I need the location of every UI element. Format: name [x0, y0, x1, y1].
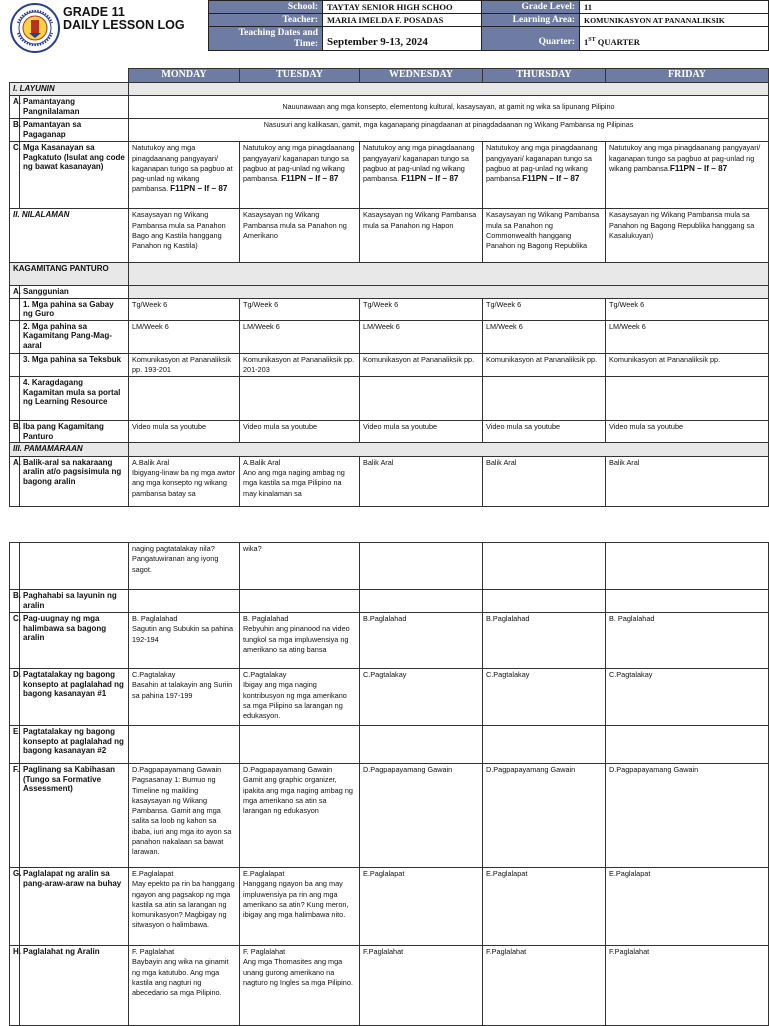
paglinang-label: Paglinang sa Kabihasan (Tungo sa Formative Assessment): [20, 764, 129, 868]
balik-aral-label: Balik-aral sa nakaraang aralin at/o pagsisimula ng bagong aralin: [20, 456, 129, 506]
paglalapat-label: Paglalapat ng aralin sa pang-araw-araw na buhay: [20, 868, 129, 946]
nilalaman-friday: Kasaysayan ng Wikang Pambansa mula sa Panahon ng Bagong Republika hanggang sa Kasalukuyan): [606, 209, 769, 263]
day-header-thursday: THURSDAY: [483, 69, 606, 83]
pamantayan-sa-pagaganap-label: Pamantayan sa Pagaganap: [20, 119, 129, 142]
grade-level-value: 11: [580, 1, 769, 14]
day-header-tuesday: TUESDAY: [240, 69, 360, 83]
pagtatalakay-1-label: Pagtatalakay ng bagong konsepto at paglalahad ng bagong kasanayan #1: [20, 669, 129, 726]
teacher-value: MARIA IMELDA F. POSADAS: [323, 14, 482, 27]
nilalaman-section-title: II. NILALAMAN: [10, 209, 129, 263]
day-header-friday: FRIDAY: [606, 69, 769, 83]
school-label: School:: [209, 1, 323, 14]
kasanayan-label: Mga Kasanayan sa Pagkatuto (Isulat ang code ng bawat kasanayan): [20, 142, 129, 209]
pamamaraan-section-title: III. PAMAMARAAN: [10, 443, 129, 456]
teacher-label: Teacher:: [209, 14, 323, 27]
paglalahat-label: Paglalahat ng Aralin: [20, 946, 129, 1026]
nilalaman-monday: Kasaysayan ng Wikang Pambansa mula sa Panahon Bago ang Kastila hanggang Panahon ng Kastila): [129, 209, 240, 263]
balik-aral-cont-tuesday: wika?: [240, 543, 360, 590]
pamantayan-sa-pagaganap-text: Nasusuri ang kalikasan, gamit, mga kaganapang pinagdaanan at pinagdadaanan ng Wikang Pambansa ng Pilipinas: [129, 119, 769, 142]
pagtatalakay-2-label: Pagtatalakay ng bagong konsepto at paglalahad ng bagong kasanayan #2: [20, 726, 129, 764]
paghahabi-label: Paghahabi sa layunin ng aralin: [20, 590, 129, 613]
balik-aral-tuesday: A.Balik Aral Ano ang mga naging ambag ng mga kastila sa mga Pilipino na may kinalaman sa: [240, 456, 360, 506]
kasanayan-wednesday: Natutukoy ang mga pinagdaanang pangyayari/ kaganapan tungo sa pagbuo at pag-unlad ng wikang pambansa. F11PN – If – 87: [360, 142, 483, 209]
day-header-wednesday: WEDNESDAY: [360, 69, 483, 83]
kagamitan-section-title: KAGAMITANG PANTURO: [10, 263, 129, 286]
iba-pang-kagamitan-label: Iba pang Kagamitang Panturo: [20, 421, 129, 443]
teksbuk-label: 3. Mga pahina sa Teksbuk: [20, 353, 129, 377]
nilalaman-tuesday: Kasaysayan ng Wikang Pambansa mula sa Panahon ng Amerikano: [240, 209, 360, 263]
balik-aral-wednesday: Balik Aral: [360, 456, 483, 506]
dates-value: September 9-13, 2024: [323, 27, 482, 51]
kagamitang-pang-mag-aaral-label: 2. Mga pahina sa Kagamitang Pang-Mag-aaral: [20, 320, 129, 353]
quarter-value: 1ST QUARTER: [580, 27, 769, 51]
kasanayan-thursday: Natutukoy ang mga pinagdaanang pangyayari/ kaganapan tungo sa pagbuo at pag-unlad ng wikang pambansa.F11PN – If – 87: [483, 142, 606, 209]
balik-aral-cont-monday: naging pagtatalakay nila? Pangatuwiranan ang iyong sagot.: [129, 543, 240, 590]
balik-aral-thursday: Balik Aral: [483, 456, 606, 506]
grade-title: GRADE 11: [63, 5, 125, 19]
deped-seal-icon: [10, 3, 60, 53]
kasanayan-monday: Natutukoy ang mga pinagdaanang pangyayari/ kaganapan tungo sa pagbuo at pag-unlad ng wikang pambansa. F11PN – If – 87: [129, 142, 240, 209]
lesson-log-table-page2: naging pagtatalakay nila? Pangatuwiranan ang iyong sagot. wika? B. Paghahabi sa layunin ng aralin C. Pag-uugnay ng mga halimbawa sa bagong aralin B. Paglalahad Sagutin ang Subukin sa pahina 192-194 B. Paglalahad Rebyuhin ang pinanood na video tungkol sa mga impluwensiya ng amerikano sa ating bansa B.Paglalahad B.Paglalahad B. Paglalahad D. Pagtatalakay ng bagong konsepto at paglalahad ng bagong kasanayan #1 C.Pagtalakay Basahin at talakayin ang Suriin sa pahina 197-199 C.Pagtalakay Ibigay ang mga naging kontribusyon ng mga amerikano sa mga Pilipino sa larangan ng edukasyon. C.Pagtalakay C.Pagtalakay C.Pagtalakay E. Pagtatalakay ng bagong konsepto at paglalahad ng bagong kasanayan #2 F. Paglinang sa Kabihasan (Tungo sa Formative Assessment) D.Pagpapayamang Gawain Pagsasanay 1: Bumuo ng Timeline ng maikling kasaysayan ng Wikang Pambansa. Gamit ang mga salita sa loob ng kahon sa ibaba, iuri ang mga ito ayon sa panahon nakalaan sa bawat larawan. D.Pagpapayamang Gawain Gamit ang graphic organizer, ipakita ang mga naging ambag ng mga amerikano sa atin sa larangan ng edukasyon D.Pagpapayamang Gawain D.Pagpapayamang Gawain D.Pagpapayamang Gawain G. Paglalapat ng aralin sa pang-araw-araw na buhay E.Paglalapat May epekto pa rin ba hanggang ngayon ang pagsakop ng mga kastila sa atin sa larangan ng komunikasyon? Magbigay ng sitwasyon o halimbawa. E.Paglalapat Hanggang ngayon ba ang may impluwensiya pa rin ang mga amerikano sa atin? Kung meron, ibigay ang mga halimbawa nito. E.Paglalapat E.Paglalapat E.Paglalapat H. Paglalahat ng Aralin F. Paglalahat Baybayin ang wika na ginamit ng mga katutubo. Ang mga kastila ang nagturi ng abecedario sa mga Pilipino. F. Paglalahat Ang mga Thomasites ang mga unang gurong amerikano na nagturo ng Ingles sa mga Pilipino. F.Paglalahat F.Paglalahat F.Paglalahat: [9, 542, 769, 1026]
layunin-section-title: I. LAYUNIN: [10, 83, 129, 96]
balik-aral-monday: A.Balik Aral Ibigyang-linaw ba ng mga awtor ang mga konsepto ng wikang pambansa batay sa: [129, 456, 240, 506]
gabay-ng-guro-label: 1. Mga pahina sa Gabay ng Guro: [20, 298, 129, 320]
school-value: TAYTAY SENIOR HIGH SCHOO: [323, 1, 482, 14]
nilalaman-wednesday: Kasaysayan ng Wikang Pambansa mula sa Panahon ng Hapon: [360, 209, 483, 263]
learning-area-label: Learning Area:: [482, 14, 580, 27]
kasanayan-tuesday: Natutukoy ang mga pinagdaanang pangyayari/ kaganapan tungo sa pagbuo at pag-unlad ng wikang pambansa. F11PN – If – 87: [240, 142, 360, 209]
document-brand: [63, 6, 185, 32]
quarter-label: Quarter:: [482, 27, 580, 51]
karagdagang-kagamitan-label: 4. Karagdagang Kagamitan mula sa portal ng Learning Resource: [20, 377, 129, 421]
pamantayang-pangnilalaman-text: Nauunawaan ang mga konsepto, elementong kultural, kasaysayan, at gamit ng wika sa lipunang Pilipino: [129, 96, 769, 119]
pag-uugnay-label: Pag-uugnay ng mga halimbawa sa bagong aralin: [20, 613, 129, 669]
day-header-monday: MONDAY: [129, 69, 240, 83]
learning-area-value: KOMUNIKASYON AT PANANALIKSIK: [580, 14, 769, 27]
balik-aral-friday: Balik Aral: [606, 456, 769, 506]
kasanayan-friday: Natutukoy ang mga pinagdaanang pangyayari/ kaganapan tungo sa pagbuo at pag-unlad ng wikang pambansa.F11PN – If – 87: [606, 142, 769, 209]
dll-title: DAILY LESSON LOG: [63, 18, 185, 32]
lesson-log-table-page1: MONDAY TUESDAY WEDNESDAY THURSDAY FRIDAY I. LAYUNIN A. Pamantayang Pangnilalaman Nauunawaan ang mga konsepto, elementong kultural, kasaysayan, at gamit ng wika sa lipunang Pilipino B. Pamantayan sa Pagaganap Nasusuri ang kalikasan, gamit, mga kaganapang pinagdaanan at pinagdadaanan ng Wikang Pambansa ng Pilipinas C. Mga Kasanayan sa Pagkatuto (Isulat ang code ng bawat kasanayan) Natutukoy ang mga pinagdaanang pangyayari/ kaganapan tungo sa pagbuo at pag-unlad ng wikang pambansa. F11PN – If – 87 Natutukoy ang mga pinagdaanang pangyayari/ kaganapan tungo sa pagbuo at pag-unlad ng wikang pambansa. F11PN – If – 87 Natutukoy ang mga pinagdaanang pangyayari/ kaganapan tungo sa pagbuo at pag-unlad ng wikang pambansa. F11PN – If – 87 Natutukoy ang mga pinagdaanang pangyayari/ kaganapan tungo sa pagbuo at pag-unlad ng wikang pambansa.F11PN – If – 87 Natutukoy ang mga pinagdaanang pangyayari/ kaganapan tungo sa pagbuo at pag-unlad ng wikang pambansa.F11PN – If – 87 II. NILALAMAN Kasaysayan ng Wikang Pambansa mula sa Panahon Bago ang Kastila hanggang Panahon ng Kastila) Kasaysayan ng Wikang Pambansa mula sa Panahon ng Amerikano Kasaysayan ng Wikang Pambansa mula sa Panahon ng Hapon Kasaysayan ng Wikang Pambansa mula sa Panahon ng Commonwealth hanggang Panahon ng Bagong Republika Kasaysayan ng Wikang Pambansa mula sa Panahon ng Bagong Republika hanggang sa Kasalukuyan) KAGAMITANG PANTURO A. Sanggunian 1. Mga pahina sa Gabay ng Guro Tg/Week 6 Tg/Week 6 Tg/Week 6 Tg/Week 6 Tg/Week 6 2. Mga pahina sa Kagamitang Pang-Mag-aaral LM/Week 6 LM/Week 6 LM/Week 6 LM/Week 6 LM/Week 6 3. Mga pahina sa Teksbuk Komunikasyon at Pananaliksik pp. 193-201 Komunikasyon at Pananaliksik pp. 201-203 Komunikasyon at Pananaliksik pp. Komunikasyon at Pananaliksik pp. Komunikasyon at Pananaliksik pp. 4. Karagdagang Kagamitan mula sa portal ng Learning Resource B. Iba pang Kagamitang Panturo Video mula sa youtube Video mula sa youtube Video mula sa youtube Video mula sa youtube Video mula sa youtube III. PAMAMARAAN A. Balik-aral sa nakaraang aralin at/o pagsisimula ng bagong aralin A.Balik Aral Ibigyang-linaw ba ng mga awtor ang mga konsepto ng wikang pambansa batay sa A.Balik Aral Ano ang mga naging ambag ng mga kastila sa mga Pilipino na may kinalaman sa Balik Aral Balik Aral Balik Aral: [9, 68, 769, 507]
dates-label: Teaching Dates and Time:: [209, 27, 323, 51]
pamantayang-pangnilalaman-label: Pamantayang Pangnilalaman: [20, 96, 129, 119]
header-info-table: [208, 0, 769, 51]
grade-level-label: Grade Level:: [482, 1, 580, 14]
sanggunian-label: Sanggunian: [20, 286, 129, 299]
nilalaman-thursday: Kasaysayan ng Wikang Pambansa mula sa Panahon ng Commonwealth hanggang Panahon ng Bagong Republika: [483, 209, 606, 263]
